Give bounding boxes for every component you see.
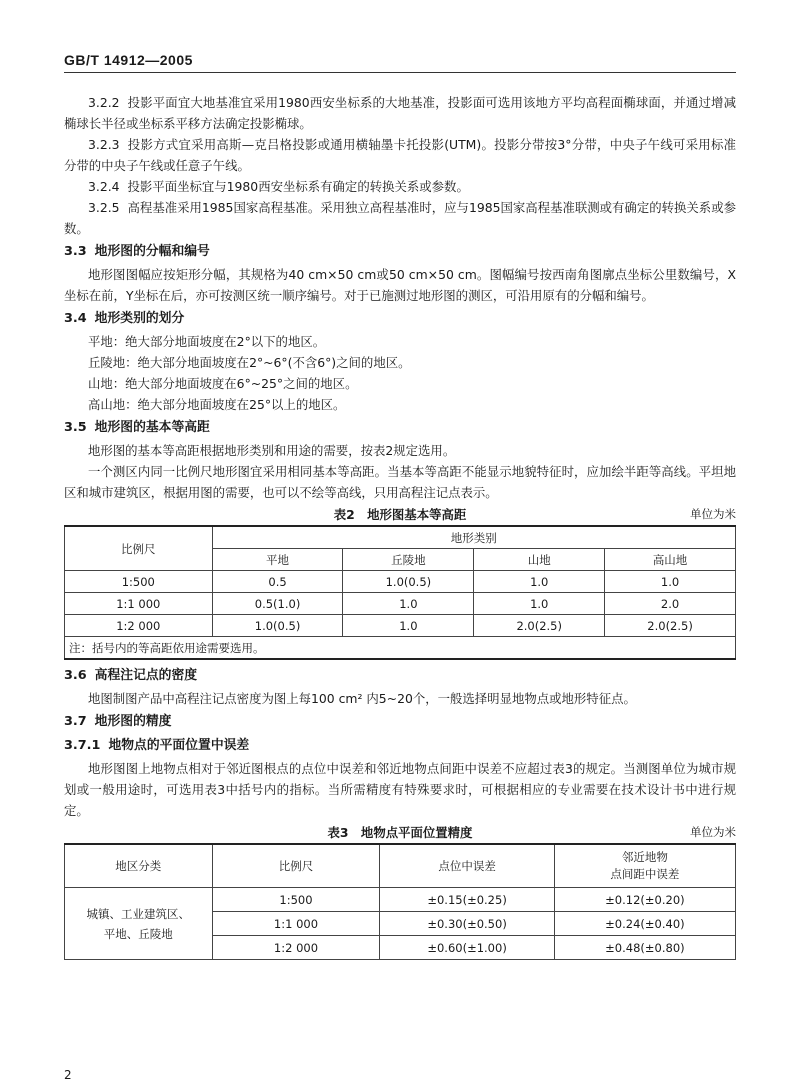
section-title: 地物点的平面位置中误差 — [108, 738, 250, 753]
table-cell: ±0.15(±0.25) — [380, 888, 554, 912]
section-title: 地形类别的划分 — [94, 311, 185, 326]
heading-3-6 — [64, 664, 736, 687]
table-cell: 2.0(2.5) — [605, 615, 736, 637]
clause-number: 3.2.4 — [88, 179, 120, 194]
terrain-item-flat: 平地：绝大部分地面坡度在2°以下的地区。 — [88, 334, 326, 349]
section-title: 地形图的分幅和编号 — [94, 244, 210, 259]
paragraph-3-7-1: 地形图图上地物点相对于邻近图根点的点位中误差和邻近地物点间距中误差不应超过表3的规定。当测图单位为城市规划或一般用途时，可选用表3中括号内的指标。当所需精度有特殊要求时，可根据相应的专业需要在技术设计书中进行规定。 — [64, 761, 736, 818]
table-cell: 2.0(2.5) — [474, 615, 605, 637]
section-number: 3.7.1 — [64, 738, 101, 753]
table-cell: 0.5 — [212, 571, 343, 593]
heading-3-5 — [64, 416, 736, 439]
table-cell: 1.0 — [343, 593, 474, 615]
paragraph-3-5-b: 一个测区内同一比例尺地形图宜采用相同基本等高距。当基本等高距不能显示地貌特征时，应加绘半距等高线。平坦地区和城市建筑区，根据用图的需要，也可以不绘等高线，只用高程注记点表示。 — [64, 464, 736, 500]
table-2-contour-intervals — [64, 525, 736, 660]
region-line: 城镇、工业建筑区、 — [86, 906, 191, 921]
terrain-item-hilly: 丘陵地：绝大部分地面坡度在2°~6°(不含6°)之间的地区。 — [88, 355, 411, 370]
page-number: 2 — [64, 1068, 72, 1082]
paragraph-3-3: 地形图图幅应按矩形分幅，其规格为40 cm×50 cm或50 cm×50 cm。图幅编号按西南角图廓点坐标公里数编号，X坐标在前，Y坐标在后，亦可按测区统一顺序编号。对于已施测过地形图的测区，可沿用原有的分幅和编号。 — [64, 267, 736, 303]
table-3-region-cell — [65, 888, 213, 960]
table-3-header-scale: 比例尺 — [212, 844, 380, 888]
section-number: 3.6 — [64, 668, 87, 683]
table-cell: ±0.24(±0.40) — [554, 912, 735, 936]
paragraph-3-5-a: 地形图的基本等高距根据地形类别和用途的需要，按表2规定选用。 — [88, 443, 456, 458]
table-row — [65, 888, 736, 912]
table-cell: 1:500 — [212, 888, 380, 912]
header-rule — [64, 72, 736, 73]
table-cell: 1:2 000 — [65, 615, 213, 637]
table-2-header-col: 山地 — [474, 549, 605, 571]
table-cell: 1:2 000 — [212, 936, 380, 960]
table-cell: 1:1 000 — [212, 912, 380, 936]
terrain-item-mountain: 山地：绝大部分地面坡度在6°~25°之间的地区。 — [88, 376, 358, 391]
table-2-header-col: 高山地 — [605, 549, 736, 571]
table-2-header-col: 丘陵地 — [343, 549, 474, 571]
table-row — [65, 615, 736, 637]
table-cell: 1:500 — [65, 571, 213, 593]
table-2-header-col: 平地 — [212, 549, 343, 571]
table-3-position-accuracy — [64, 843, 736, 960]
table-cell: 0.5(1.0) — [212, 593, 343, 615]
table-row — [65, 571, 736, 593]
section-number: 3.4 — [64, 311, 87, 326]
table-cell: ±0.12(±0.20) — [554, 888, 735, 912]
paragraph-3-2-4 — [64, 176, 736, 197]
section-title: 地形图的精度 — [94, 714, 172, 729]
section-number: 3.5 — [64, 420, 87, 435]
paragraph-3-6: 地图制图产品中高程注记点密度为图上每100 cm² 内5~20个，一般选择明显地物点或地形特征点。 — [88, 691, 636, 706]
table-cell: ±0.30(±0.50) — [380, 912, 554, 936]
paragraph-3-2-5 — [64, 197, 736, 239]
table-3-header-position-error: 点位中误差 — [380, 844, 554, 888]
table-2-header-terrain: 地形类别 — [212, 526, 735, 549]
clause-number: 3.2.3 — [88, 137, 120, 152]
table-cell: 1.0 — [474, 593, 605, 615]
table-cell: 1.0 — [474, 571, 605, 593]
clause-number: 3.2.2 — [88, 95, 120, 110]
section-number: 3.3 — [64, 244, 87, 259]
table-cell: ±0.48(±0.80) — [554, 936, 735, 960]
page-content — [64, 92, 736, 960]
clause-number: 3.2.5 — [88, 200, 120, 215]
table-2-header-scale: 比例尺 — [65, 526, 213, 571]
table-cell: 1.0(0.5) — [343, 571, 474, 593]
heading-3-3 — [64, 240, 736, 263]
heading-3-7-1 — [64, 734, 736, 757]
table-3-unit: 单位为米 — [690, 825, 736, 839]
table-cell: 1.0 — [343, 615, 474, 637]
table-3-header-distance-error — [554, 844, 735, 888]
terrain-item-high-mountain: 高山地：绝大部分地面坡度在25°以上的地区。 — [88, 397, 346, 412]
heading-3-4 — [64, 307, 736, 330]
table-cell: 1.0 — [605, 571, 736, 593]
table-cell: 1:1 000 — [65, 593, 213, 615]
table-2-note: 注：括号内的等高距依用途需要选用。 — [65, 637, 736, 660]
table-cell: 2.0 — [605, 593, 736, 615]
table-cell: 1.0(0.5) — [212, 615, 343, 637]
clause-text: 投影方式宜采用高斯—克吕格投影或通用横轴墨卡托投影(UTM)。投影分带按3°分带，中央子午线可采用标准分带的中央子午线或任意子午线。 — [64, 137, 736, 173]
table-3-caption: 表3 地物点平面位置精度 — [327, 825, 473, 840]
header-line: 邻近地物 — [621, 850, 668, 864]
heading-3-7 — [64, 710, 736, 733]
table-2-caption-row — [64, 504, 736, 525]
clause-text: 高程基准采用1985国家高程基准。采用独立高程基准时，应与1985国家高程基准联测或有确定的转换关系或参数。 — [64, 200, 736, 236]
standard-code-header: GB/T 14912—2005 — [64, 52, 193, 68]
section-title: 地形图的基本等高距 — [94, 420, 210, 435]
table-2-caption: 表2 地形图基本等高距 — [333, 507, 467, 522]
table-cell: ±0.60(±1.00) — [380, 936, 554, 960]
clause-text: 投影平面宜大地基准宜采用1980西安坐标系的大地基准，投影面可选用该地方平均高程面椭球面，并通过增减椭球长半径或坐标系平移方法确定投影椭球。 — [64, 95, 736, 131]
table-3-header-region: 地区分类 — [65, 844, 213, 888]
table-row — [65, 593, 736, 615]
table-3-caption-row — [64, 822, 736, 843]
section-title: 高程注记点的密度 — [94, 668, 198, 683]
section-number: 3.7 — [64, 714, 87, 729]
paragraph-3-2-3 — [64, 134, 736, 176]
table-2-unit: 单位为米 — [690, 507, 736, 521]
clause-text: 投影平面坐标宜与1980西安坐标系有确定的转换关系或参数。 — [127, 179, 469, 194]
paragraph-3-2-2 — [64, 92, 736, 134]
region-line: 平地、丘陵地 — [103, 926, 173, 941]
header-line: 点间距中误差 — [610, 867, 680, 881]
